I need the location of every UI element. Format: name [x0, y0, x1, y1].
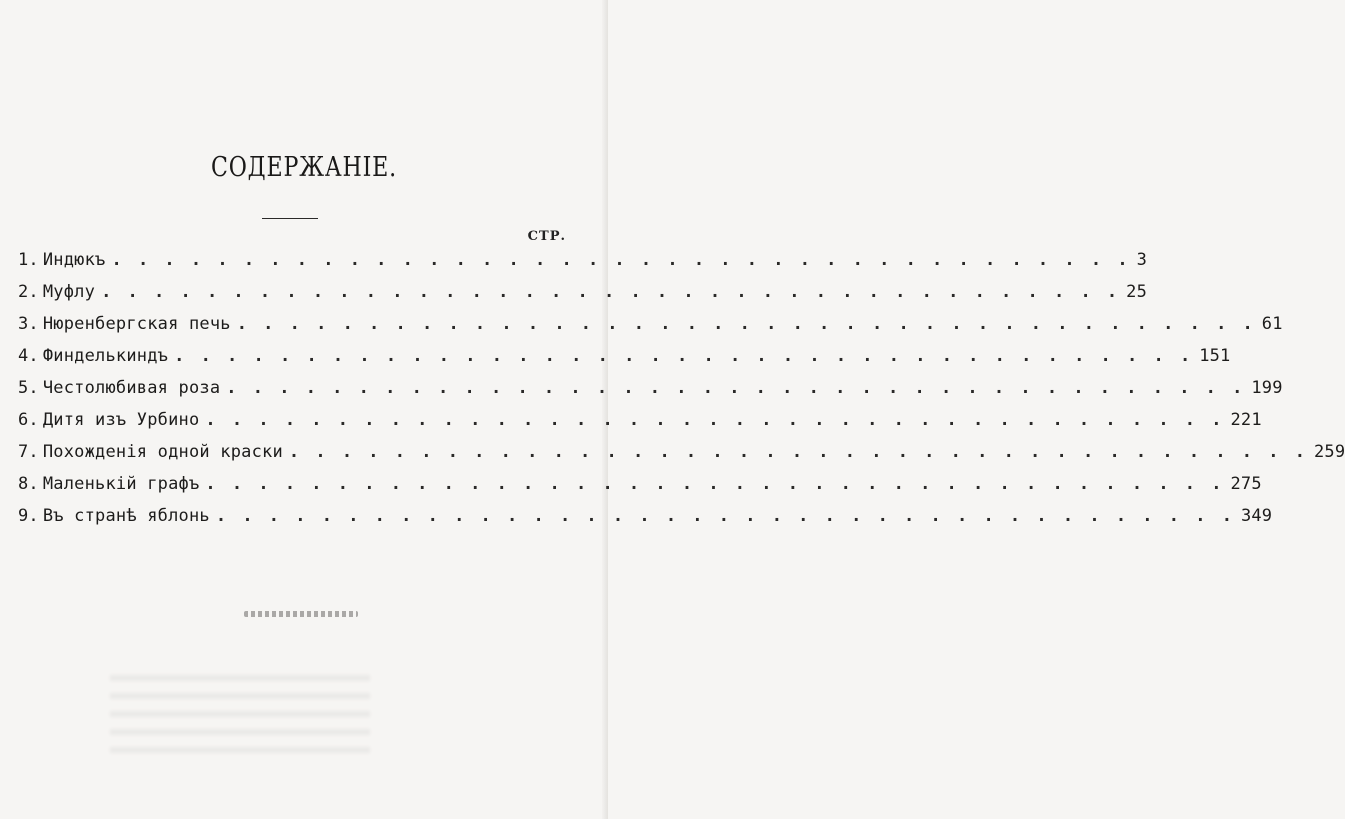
entry-page: 275 [1230, 474, 1262, 494]
entry-number: 5. [18, 378, 39, 398]
entry-title: Муфлу [42, 282, 96, 302]
entry-title: Похожденія одной краски [42, 442, 283, 462]
entry-page: 25 [1126, 282, 1148, 302]
entry-page: 221 [1230, 410, 1262, 430]
title-rule [262, 218, 318, 219]
entry-number: 9. [18, 506, 39, 526]
toc-entry [18, 346, 1231, 378]
dot-leader: . . . . . . . . . . . . . . . . . . . . . . . . . . . . . . . . . . . . . . . [288, 442, 1308, 462]
dot-leader: . . . . . . . . . . . . . . . . . . . . . . . . . . . . . . . . . . . . . . . [101, 282, 1121, 302]
dot-leader: . . . . . . . . . . . . . . . . . . . . . . . . . . . . . . . . . . . . . . . [236, 314, 1256, 334]
toc-entry [18, 250, 1148, 282]
entry-page: 199 [1251, 378, 1283, 398]
entry-title: Индюкъ [42, 250, 106, 270]
entry-number: 6. [18, 410, 39, 430]
entry-number: 4. [18, 346, 39, 366]
entry-number: 8. [18, 474, 39, 494]
dot-leader: . . . . . . . . . . . . . . . . . . . . . . . . . . . . . . . . . . . . . . . [205, 474, 1225, 494]
page-title: СОДЕРЖАНІЕ. [210, 152, 398, 183]
dot-leader: . . . . . . . . . . . . . . . . . . . . . . . . . . . . . . . . . . . . . . . [215, 506, 1235, 526]
toc-entry [18, 474, 1262, 506]
entry-page: 259 [1313, 442, 1345, 462]
dot-leader: . . . . . . . . . . . . . . . . . . . . . . . . . . . . . . . . . . . . . . . [174, 346, 1194, 366]
entry-title: Маленькій графъ [42, 474, 200, 494]
page-column-header: СТР. [527, 229, 566, 244]
dot-leader: . . . . . . . . . . . . . . . . . . . . . . . . . . . . . . . . . . . . . . . [205, 410, 1225, 430]
dot-leader: . . . . . . . . . . . . . . . . . . . . . . . . . . . . . . . . . . . . . . . [226, 378, 1246, 398]
show-through-bleed [110, 675, 370, 755]
entry-page: 151 [1199, 346, 1231, 366]
entry-page: 349 [1240, 506, 1273, 526]
entry-number: 1. [18, 250, 39, 270]
entry-page: 3 [1136, 250, 1148, 270]
entry-title: Дитя изъ Урбино [42, 410, 200, 430]
dot-leader: . . . . . . . . . . . . . . . . . . . . . . . . . . . . . . . . . . . . . . . [111, 250, 1131, 270]
entry-number: 2. [18, 282, 39, 302]
entry-page: 61 [1261, 314, 1283, 334]
toc-entry [18, 378, 1283, 410]
entry-title: Нюренбергская печь [42, 314, 231, 334]
entry-number: 3. [18, 314, 39, 334]
entry-title: Честолюбивая роза [42, 378, 221, 398]
table-of-contents [18, 250, 1345, 538]
toc-entry [18, 506, 1273, 538]
toc-entry [18, 442, 1345, 474]
toc-entry [18, 314, 1283, 346]
toc-entry [18, 282, 1148, 314]
entry-number: 7. [18, 442, 39, 462]
entry-title: Финделькиндъ [42, 346, 169, 366]
ornament-rule [244, 611, 358, 617]
entry-title: Въ странѣ яблонь [42, 506, 210, 526]
toc-entry [18, 410, 1262, 442]
